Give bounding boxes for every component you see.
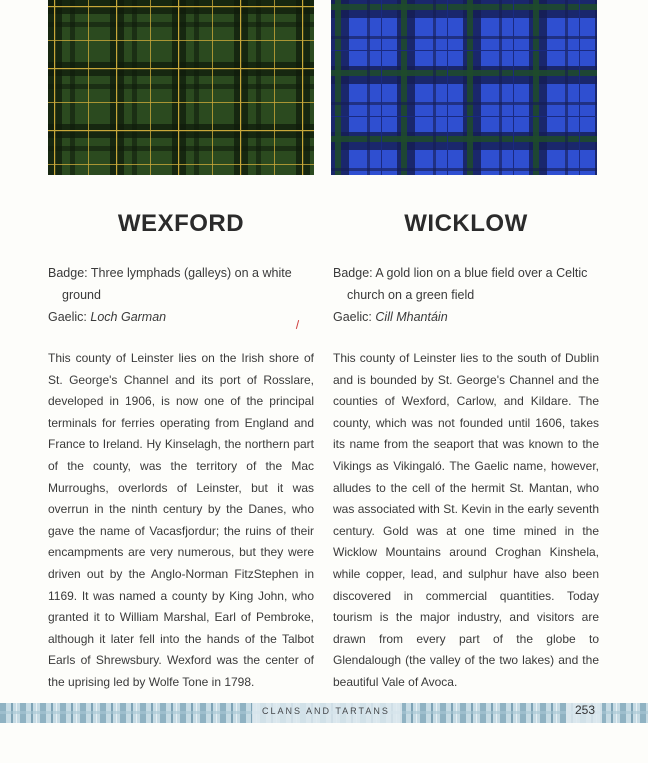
wicklow-title: WICKLOW [404, 210, 528, 237]
wicklow-badge: Badge: A gold lion on a blue field over a Celtic church on a green field [333, 266, 588, 302]
wicklow-gaelic-name: Cill Mhantáin [375, 310, 448, 324]
wexford-gaelic-name: Loch Garman [90, 310, 167, 324]
wexford-tartan-image [48, 0, 314, 175]
wexford-gaelic [48, 306, 314, 328]
footer-label: CLANS AND TARTANS [262, 706, 390, 716]
wicklow-gaelic [333, 306, 599, 328]
wexford-body: This county of Leinster lies on the Irish shore of St. George's Channel and its port of Rosslare, developed in 1906, is now one of the principal terminals for ferries operating from England and France to Ireland. Hy Kinselagh, the northern part of the county, was the territory of the Mac Murroughs, overlords of Leinster, but it was overrun in the ninth century by the Danes, who gave the name of Vacasfjordur; the ruins of their encampments are very numerous, but they were driven out by the Anglo-Norman FitzStephen in 1169. It was named a county by King John, who granted it to William Marshal, Earl of Pembroke, although it later fell into the hands of the Talbot Earls of Shrewsbury. Wexford was the center of the uprising led by Wolfe Tone in 1798. [48, 351, 314, 689]
wicklow-gaelic-prefix: Gaelic: [333, 310, 376, 324]
wicklow-meta [333, 262, 599, 328]
wicklow-body: This county of Leinster lies to the south of Dublin and is bounded by St. George's Channel and the counties of Wexford, Carlow, and Kildare. The county, which was not founded until 1606, takes its name from the seaport that was known to the Vikings as Vikingaló. The Gaelic name, however, alludes to the cell of the hermit St. Mantan, who was associated with St. Kevin in the early seventh century. Gold was at one time mined in the Wicklow Mountains around Croghan Kinshela, while copper, lead, and sulphur have also been discovered in commercial quantities. Today tourism is the major industry, and visitors are drawn from every part of the globe to Glendalough (the valley of the two lakes) and the beautiful Vale of Avoca. [333, 351, 599, 689]
wexford-title: WEXFORD [117, 210, 245, 237]
wicklow-section [333, 205, 599, 689]
wicklow-tartan-image [331, 0, 597, 175]
page-number: 253 [575, 703, 596, 717]
wexford-badge: Badge: Three lymphads (galleys) on a white ground [48, 266, 292, 302]
wexford-section [48, 205, 314, 689]
wexford-gaelic-prefix: Gaelic: [48, 310, 91, 324]
wexford-meta [48, 262, 314, 328]
